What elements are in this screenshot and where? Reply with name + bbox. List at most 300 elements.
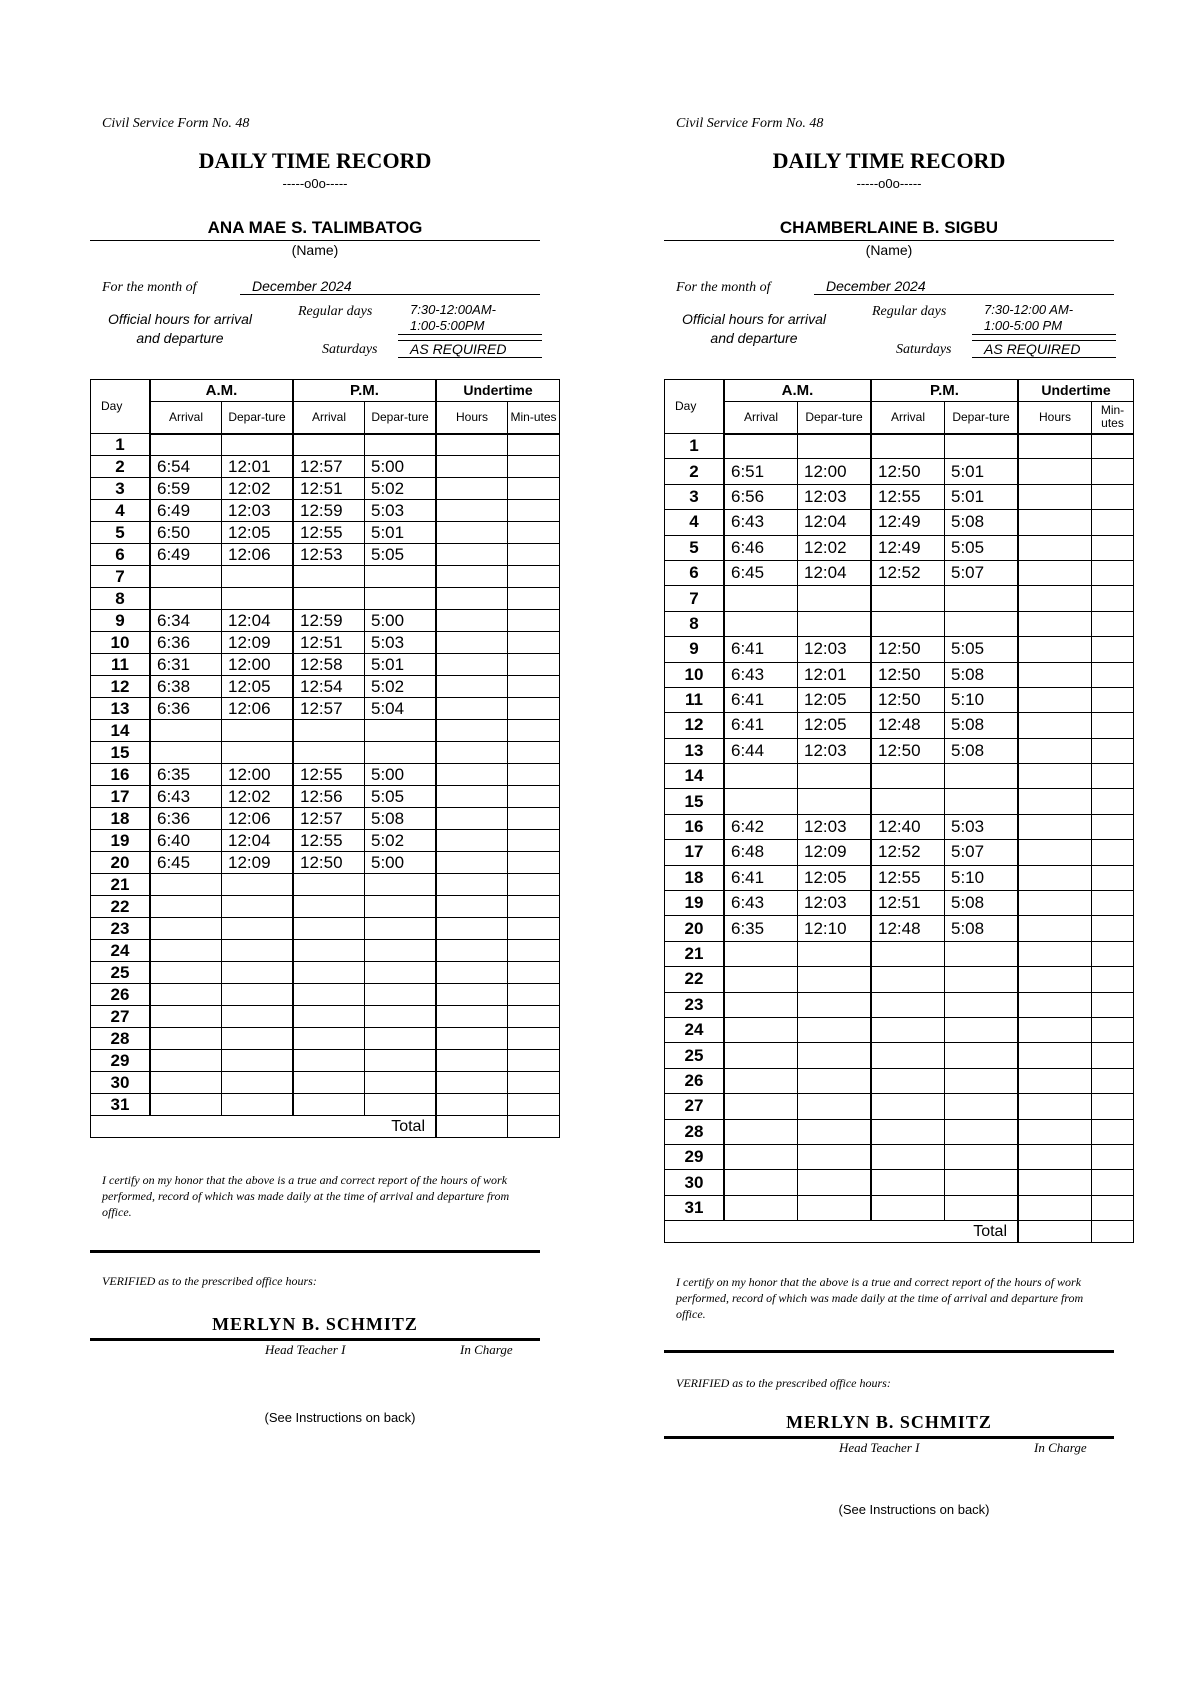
am-departure-cell: 12:03 bbox=[222, 500, 294, 522]
pm-arrival-cell bbox=[871, 1170, 945, 1195]
table-row bbox=[665, 789, 1134, 814]
pm-departure-cell bbox=[945, 1170, 1019, 1195]
table-row bbox=[91, 962, 560, 984]
table-row bbox=[91, 1094, 560, 1116]
table-row bbox=[91, 1050, 560, 1072]
undertime-minutes-cell bbox=[508, 522, 560, 544]
pm-arrival-cell bbox=[293, 984, 365, 1006]
day-cell: 9 bbox=[91, 610, 151, 632]
name-caption: (Name) bbox=[291, 242, 339, 258]
instructions-note: (See Instructions on back) bbox=[264, 1410, 416, 1425]
am-departure-cell bbox=[222, 940, 294, 962]
am-departure-cell bbox=[798, 1119, 872, 1144]
table-row bbox=[91, 940, 560, 962]
undertime-hours-cell bbox=[436, 456, 508, 478]
day-cell: 8 bbox=[91, 588, 151, 610]
undertime-hours-cell bbox=[436, 676, 508, 698]
table-row bbox=[665, 586, 1134, 611]
pm-departure-cell: 5:07 bbox=[945, 840, 1019, 865]
day-cell: 3 bbox=[91, 478, 151, 500]
table-row bbox=[665, 1170, 1134, 1195]
verified-text: VERIFIED as to the prescribed office hours: bbox=[102, 1274, 317, 1288]
am-arrival-cell: 6:48 bbox=[724, 840, 798, 865]
pm-arrival-cell bbox=[293, 588, 365, 610]
am-arrival-cell: 6:35 bbox=[150, 764, 222, 786]
table-row bbox=[91, 566, 560, 588]
undertime-minutes-cell bbox=[508, 1072, 560, 1094]
pm-departure-cell bbox=[945, 1017, 1019, 1042]
total-hours bbox=[436, 1116, 508, 1138]
day-cell: 18 bbox=[665, 865, 725, 890]
am-departure-cell bbox=[798, 941, 872, 966]
pm-departure-cell: 5:02 bbox=[365, 478, 437, 500]
undertime-minutes-cell bbox=[1092, 891, 1134, 916]
undertime-minutes-cell bbox=[1092, 1119, 1134, 1144]
day-cell: 21 bbox=[91, 874, 151, 896]
pm-arrival-cell bbox=[293, 566, 365, 588]
table-row bbox=[665, 1195, 1134, 1220]
undertime-hours-cell bbox=[1018, 891, 1092, 916]
form-title: DAILY TIME RECORD bbox=[198, 148, 432, 173]
undertime-header: Undertime bbox=[1018, 380, 1134, 402]
am-arrival-header: Arrival bbox=[724, 402, 798, 434]
table-row bbox=[91, 742, 560, 764]
am-departure-cell: 12:04 bbox=[222, 830, 294, 852]
undertime-hours-cell bbox=[436, 566, 508, 588]
table-row bbox=[91, 896, 560, 918]
pm-departure-cell: 5:03 bbox=[365, 500, 437, 522]
regular-days-value bbox=[398, 302, 542, 335]
pm-departure-cell bbox=[945, 1119, 1019, 1144]
saturdays-value: AS REQUIRED bbox=[398, 340, 542, 358]
table-row bbox=[665, 662, 1134, 687]
pm-departure-cell bbox=[365, 962, 437, 984]
table-row bbox=[665, 637, 1134, 662]
am-arrival-cell: 6:43 bbox=[724, 891, 798, 916]
undertime-hours-cell bbox=[1018, 662, 1092, 687]
pm-departure-cell bbox=[945, 967, 1019, 992]
pm-arrival-cell: 12:49 bbox=[871, 535, 945, 560]
pm-departure-cell bbox=[365, 1028, 437, 1050]
undertime-hours-cell bbox=[1018, 865, 1092, 890]
am-arrival-cell: 6:59 bbox=[150, 478, 222, 500]
day-cell: 20 bbox=[91, 852, 151, 874]
pm-arrival-cell bbox=[871, 1144, 945, 1169]
pm-departure-cell: 5:08 bbox=[365, 808, 437, 830]
pm-arrival-cell bbox=[293, 742, 365, 764]
table-row bbox=[91, 522, 560, 544]
am-departure-cell bbox=[798, 764, 872, 789]
am-arrival-cell: 6:54 bbox=[150, 456, 222, 478]
am-arrival-cell bbox=[724, 1119, 798, 1144]
table-row bbox=[91, 786, 560, 808]
table-row bbox=[91, 500, 560, 522]
undertime-hours-cell bbox=[1018, 434, 1092, 459]
day-cell: 22 bbox=[91, 896, 151, 918]
pm-arrival-cell: 12:40 bbox=[871, 814, 945, 839]
pm-departure-cell bbox=[365, 1006, 437, 1028]
undertime-minutes-cell bbox=[508, 456, 560, 478]
undertime-hours-cell bbox=[1018, 789, 1092, 814]
undertime-hours-cell bbox=[1018, 967, 1092, 992]
month-value: December 2024 bbox=[814, 278, 1114, 295]
am-departure-cell: 12:02 bbox=[222, 478, 294, 500]
table-row bbox=[91, 874, 560, 896]
table-row bbox=[665, 941, 1134, 966]
regular-days-value-line2: 1:00-5:00PM bbox=[410, 318, 485, 333]
undertime-header: Undertime bbox=[436, 380, 560, 402]
am-arrival-cell bbox=[150, 962, 222, 984]
pm-arrival-cell bbox=[871, 1195, 945, 1220]
pm-departure-cell bbox=[945, 1195, 1019, 1220]
undertime-minutes-cell bbox=[1092, 1068, 1134, 1093]
table-row bbox=[91, 1028, 560, 1050]
undertime-minutes-cell bbox=[508, 698, 560, 720]
am-arrival-cell bbox=[150, 566, 222, 588]
am-departure-cell: 12:10 bbox=[798, 916, 872, 941]
verifier-name: MERLYN B. SCHMITZ bbox=[212, 1314, 418, 1334]
table-row bbox=[665, 510, 1134, 535]
am-arrival-cell bbox=[724, 967, 798, 992]
undertime-minutes-cell bbox=[508, 1050, 560, 1072]
day-cell: 15 bbox=[665, 789, 725, 814]
am-arrival-cell bbox=[724, 789, 798, 814]
am-departure-cell: 12:03 bbox=[798, 891, 872, 916]
day-cell: 13 bbox=[91, 698, 151, 720]
undertime-hours-cell bbox=[1018, 814, 1092, 839]
am-departure-cell bbox=[222, 588, 294, 610]
am-departure-cell bbox=[222, 918, 294, 940]
undertime-hours-cell bbox=[436, 654, 508, 676]
pm-departure-cell bbox=[945, 992, 1019, 1017]
certification-text: I certify on my honor that the above is a true and correct report of the hours of work performed, record of which was made daily at the time of arrival and departure from office. bbox=[676, 1275, 1084, 1321]
table-row bbox=[665, 738, 1134, 763]
verifier-name: MERLYN B. SCHMITZ bbox=[786, 1412, 992, 1432]
official-hours-label: Official hours for arrival and departure bbox=[682, 311, 826, 346]
table-row bbox=[665, 713, 1134, 738]
undertime-hours-cell bbox=[1018, 560, 1092, 585]
day-cell: 7 bbox=[91, 566, 151, 588]
undertime-minutes-cell bbox=[508, 918, 560, 940]
pm-arrival-header: Arrival bbox=[293, 402, 365, 434]
table-row bbox=[665, 840, 1134, 865]
pm-departure-cell: 5:08 bbox=[945, 662, 1019, 687]
table-row bbox=[665, 1119, 1134, 1144]
am-arrival-cell bbox=[150, 1050, 222, 1072]
table-row bbox=[665, 814, 1134, 839]
pm-departure-cell bbox=[945, 789, 1019, 814]
pm-arrival-cell: 12:52 bbox=[871, 840, 945, 865]
table-row bbox=[665, 865, 1134, 890]
undertime-hours-cell bbox=[1018, 459, 1092, 484]
pm-departure-cell bbox=[365, 874, 437, 896]
form-number: Civil Service Form No. 48 bbox=[676, 116, 824, 131]
pm-departure-cell: 5:08 bbox=[945, 891, 1019, 916]
am-arrival-cell bbox=[150, 1072, 222, 1094]
pm-departure-cell bbox=[365, 434, 437, 456]
pm-departure-cell bbox=[945, 1094, 1019, 1119]
am-arrival-cell bbox=[724, 434, 798, 459]
day-cell: 31 bbox=[91, 1094, 151, 1116]
am-departure-header: Depar-ture bbox=[798, 402, 872, 434]
pm-header: P.M. bbox=[293, 380, 436, 402]
am-arrival-cell: 6:42 bbox=[724, 814, 798, 839]
am-arrival-cell bbox=[724, 1068, 798, 1093]
day-cell: 26 bbox=[665, 1068, 725, 1093]
am-departure-cell bbox=[222, 984, 294, 1006]
am-arrival-cell: 6:49 bbox=[150, 500, 222, 522]
undertime-hours-cell bbox=[1018, 637, 1092, 662]
pm-arrival-cell: 12:59 bbox=[293, 500, 365, 522]
undertime-minutes-cell bbox=[508, 434, 560, 456]
undertime-minutes-header: Min-utes bbox=[1092, 402, 1134, 434]
undertime-hours-cell bbox=[436, 962, 508, 984]
undertime-minutes-cell bbox=[508, 984, 560, 1006]
am-arrival-cell bbox=[724, 1043, 798, 1068]
am-arrival-cell: 6:45 bbox=[150, 852, 222, 874]
am-departure-cell: 12:01 bbox=[222, 456, 294, 478]
am-arrival-cell: 6:43 bbox=[724, 510, 798, 535]
undertime-hours-cell bbox=[436, 918, 508, 940]
day-cell: 15 bbox=[91, 742, 151, 764]
table-row bbox=[91, 808, 560, 830]
pm-departure-cell bbox=[945, 1144, 1019, 1169]
pm-arrival-cell: 12:58 bbox=[293, 654, 365, 676]
am-departure-cell: 12:04 bbox=[222, 610, 294, 632]
am-departure-cell: 12:05 bbox=[798, 865, 872, 890]
am-arrival-cell: 6:40 bbox=[150, 830, 222, 852]
table-row bbox=[665, 1043, 1134, 1068]
pm-departure-cell: 5:10 bbox=[945, 687, 1019, 712]
undertime-minutes-header: Min-utes bbox=[508, 402, 560, 434]
table-row bbox=[665, 484, 1134, 509]
undertime-minutes-cell bbox=[1092, 687, 1134, 712]
am-departure-header: Depar-ture bbox=[222, 402, 294, 434]
am-departure-cell: 12:01 bbox=[798, 662, 872, 687]
am-arrival-cell bbox=[724, 992, 798, 1017]
am-arrival-cell bbox=[724, 611, 798, 636]
pm-arrival-cell: 12:53 bbox=[293, 544, 365, 566]
table-body bbox=[665, 434, 1134, 1221]
pm-arrival-cell bbox=[871, 992, 945, 1017]
undertime-minutes-cell bbox=[508, 610, 560, 632]
day-cell: 2 bbox=[91, 456, 151, 478]
pm-departure-cell: 5:08 bbox=[945, 713, 1019, 738]
am-departure-cell bbox=[798, 1068, 872, 1093]
table-row bbox=[665, 535, 1134, 560]
table-row bbox=[91, 434, 560, 456]
table-row bbox=[91, 698, 560, 720]
am-arrival-cell bbox=[150, 742, 222, 764]
table-row bbox=[665, 967, 1134, 992]
undertime-minutes-cell bbox=[1092, 510, 1134, 535]
table-row bbox=[665, 764, 1134, 789]
pm-arrival-cell bbox=[293, 434, 365, 456]
undertime-minutes-cell bbox=[508, 632, 560, 654]
pm-arrival-cell: 12:55 bbox=[293, 764, 365, 786]
undertime-hours-cell bbox=[1018, 1094, 1092, 1119]
table-row bbox=[665, 434, 1134, 459]
pm-departure-cell: 5:03 bbox=[365, 632, 437, 654]
undertime-minutes-cell bbox=[1092, 713, 1134, 738]
verifier-title: Head Teacher I bbox=[839, 1440, 920, 1455]
undertime-minutes-cell bbox=[1092, 814, 1134, 839]
undertime-hours-cell bbox=[436, 544, 508, 566]
am-header: A.M. bbox=[724, 380, 871, 402]
pm-arrival-cell bbox=[293, 940, 365, 962]
pm-departure-cell: 5:05 bbox=[945, 535, 1019, 560]
pm-departure-cell bbox=[365, 984, 437, 1006]
undertime-hours-cell bbox=[1018, 1017, 1092, 1042]
undertime-minutes-cell bbox=[1092, 1170, 1134, 1195]
table-row bbox=[91, 1072, 560, 1094]
pm-departure-cell: 5:04 bbox=[365, 698, 437, 720]
am-arrival-cell: 6:36 bbox=[150, 808, 222, 830]
am-departure-cell: 12:05 bbox=[798, 713, 872, 738]
undertime-minutes-cell bbox=[1092, 459, 1134, 484]
pm-departure-header: Depar-ture bbox=[365, 402, 437, 434]
am-arrival-cell bbox=[150, 1028, 222, 1050]
undertime-minutes-cell bbox=[508, 720, 560, 742]
day-cell: 16 bbox=[665, 814, 725, 839]
undertime-minutes-cell bbox=[1092, 1144, 1134, 1169]
am-arrival-cell bbox=[150, 588, 222, 610]
undertime-hours-cell bbox=[436, 1072, 508, 1094]
form-number: Civil Service Form No. 48 bbox=[102, 116, 250, 131]
table-row bbox=[91, 764, 560, 786]
undertime-hours-cell bbox=[436, 588, 508, 610]
am-arrival-cell: 6:51 bbox=[724, 459, 798, 484]
am-arrival-cell: 6:45 bbox=[724, 560, 798, 585]
day-cell: 10 bbox=[665, 662, 725, 687]
undertime-minutes-cell bbox=[508, 544, 560, 566]
am-arrival-cell: 6:34 bbox=[150, 610, 222, 632]
regular-days-value-line2: 1:00-5:00 PM bbox=[984, 318, 1063, 333]
total-minutes bbox=[1092, 1221, 1134, 1243]
am-arrival-cell: 6:44 bbox=[724, 738, 798, 763]
am-departure-cell: 12:02 bbox=[798, 535, 872, 560]
pm-arrival-cell: 12:55 bbox=[871, 484, 945, 509]
pm-header: P.M. bbox=[871, 380, 1018, 402]
pm-departure-cell bbox=[365, 918, 437, 940]
am-arrival-cell: 6:43 bbox=[150, 786, 222, 808]
day-cell: 12 bbox=[91, 676, 151, 698]
pm-departure-cell: 5:05 bbox=[365, 786, 437, 808]
pm-departure-cell bbox=[945, 764, 1019, 789]
total-label: Total bbox=[91, 1116, 437, 1138]
pm-arrival-cell: 12:57 bbox=[293, 698, 365, 720]
pm-departure-cell bbox=[365, 742, 437, 764]
day-cell: 10 bbox=[91, 632, 151, 654]
am-departure-cell: 12:03 bbox=[798, 738, 872, 763]
am-departure-cell: 12:09 bbox=[222, 632, 294, 654]
day-cell: 11 bbox=[91, 654, 151, 676]
am-arrival-cell bbox=[150, 984, 222, 1006]
undertime-hours-cell bbox=[436, 830, 508, 852]
undertime-minutes-cell bbox=[508, 1094, 560, 1116]
am-departure-cell bbox=[222, 1028, 294, 1050]
am-departure-cell: 12:03 bbox=[798, 637, 872, 662]
table-row bbox=[91, 544, 560, 566]
am-departure-cell: 12:06 bbox=[222, 544, 294, 566]
undertime-minutes-cell bbox=[1092, 840, 1134, 865]
table-row bbox=[91, 456, 560, 478]
day-cell: 3 bbox=[665, 484, 725, 509]
day-cell: 26 bbox=[91, 984, 151, 1006]
undertime-minutes-cell bbox=[508, 654, 560, 676]
am-arrival-cell bbox=[150, 940, 222, 962]
pm-arrival-cell: 12:50 bbox=[293, 852, 365, 874]
time-record-table bbox=[90, 379, 560, 1138]
am-departure-cell: 12:03 bbox=[798, 814, 872, 839]
am-departure-cell bbox=[222, 1006, 294, 1028]
undertime-minutes-cell bbox=[508, 808, 560, 830]
day-cell: 17 bbox=[91, 786, 151, 808]
month-label: For the month of bbox=[102, 280, 197, 295]
undertime-hours-cell bbox=[436, 786, 508, 808]
am-departure-cell: 12:06 bbox=[222, 698, 294, 720]
pm-departure-cell: 5:01 bbox=[365, 654, 437, 676]
table-body bbox=[91, 434, 560, 1116]
pm-departure-cell bbox=[945, 1043, 1019, 1068]
undertime-minutes-cell bbox=[1092, 941, 1134, 966]
day-cell: 7 bbox=[665, 586, 725, 611]
pm-departure-cell: 5:00 bbox=[365, 852, 437, 874]
undertime-minutes-cell bbox=[508, 588, 560, 610]
day-cell: 19 bbox=[665, 891, 725, 916]
undertime-hours-cell bbox=[1018, 713, 1092, 738]
day-cell: 14 bbox=[91, 720, 151, 742]
undertime-hours-cell bbox=[436, 874, 508, 896]
pm-arrival-cell bbox=[871, 1043, 945, 1068]
pm-departure-cell bbox=[365, 588, 437, 610]
pm-arrival-cell bbox=[293, 896, 365, 918]
day-cell: 17 bbox=[665, 840, 725, 865]
month-value: December 2024 bbox=[240, 278, 540, 295]
am-arrival-cell bbox=[150, 1006, 222, 1028]
total-label: Total bbox=[665, 1221, 1019, 1243]
pm-arrival-header: Arrival bbox=[871, 402, 945, 434]
undertime-hours-cell bbox=[1018, 687, 1092, 712]
am-arrival-cell: 6:41 bbox=[724, 687, 798, 712]
verified-text: VERIFIED as to the prescribed office hours: bbox=[676, 1376, 891, 1390]
pm-departure-cell: 5:05 bbox=[945, 637, 1019, 662]
undertime-minutes-cell bbox=[1092, 1094, 1134, 1119]
undertime-minutes-cell bbox=[508, 940, 560, 962]
undertime-minutes-cell bbox=[1092, 1017, 1134, 1042]
am-departure-cell bbox=[222, 962, 294, 984]
pm-arrival-cell: 12:55 bbox=[293, 522, 365, 544]
day-cell: 4 bbox=[665, 510, 725, 535]
undertime-minutes-cell bbox=[1092, 586, 1134, 611]
day-cell: 6 bbox=[91, 544, 151, 566]
table-row bbox=[665, 891, 1134, 916]
verifier-signature-line bbox=[90, 1338, 540, 1341]
undertime-hours-cell bbox=[1018, 1043, 1092, 1068]
undertime-hours-cell bbox=[1018, 1119, 1092, 1144]
day-cell: 1 bbox=[91, 434, 151, 456]
day-cell: 6 bbox=[665, 560, 725, 585]
am-departure-cell bbox=[222, 434, 294, 456]
pm-departure-cell: 5:00 bbox=[365, 610, 437, 632]
am-departure-cell: 12:09 bbox=[222, 852, 294, 874]
certification-text: I certify on my honor that the above is a true and correct report of the hours of work performed, record of which was made daily at the time of arrival and departure from office. bbox=[102, 1173, 510, 1219]
in-charge-label: In Charge bbox=[1034, 1440, 1087, 1455]
undertime-minutes-cell bbox=[508, 1006, 560, 1028]
pm-departure-cell bbox=[945, 434, 1019, 459]
employee-signature-line bbox=[664, 1350, 1114, 1353]
undertime-hours-cell bbox=[1018, 611, 1092, 636]
